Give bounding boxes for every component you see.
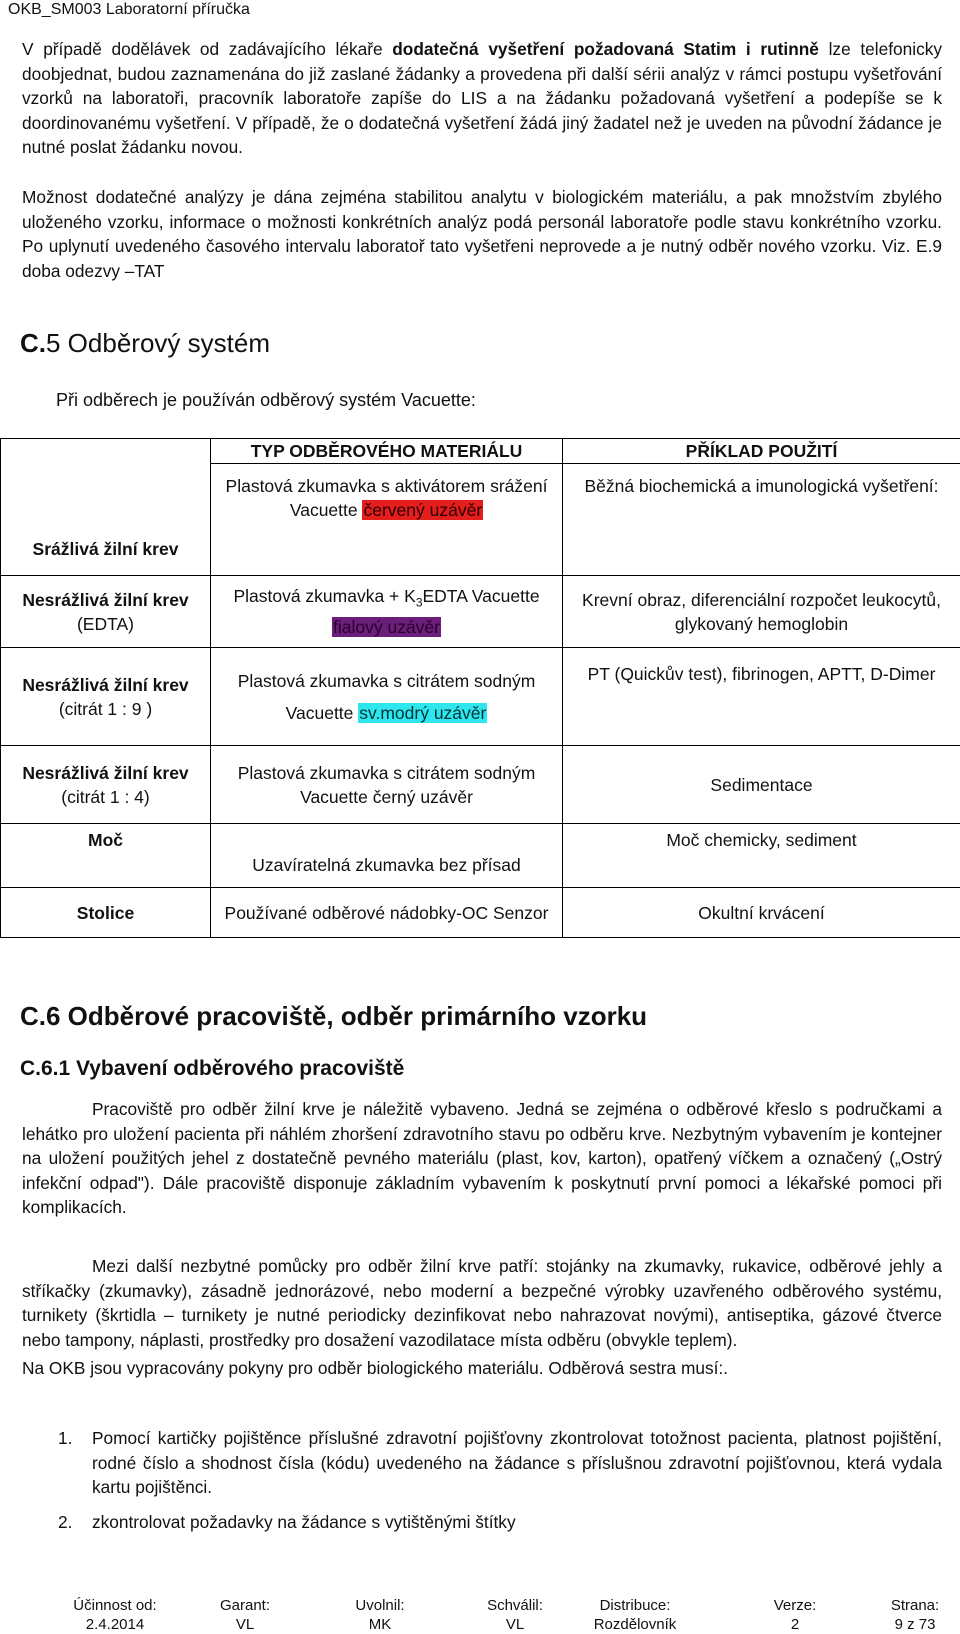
use-cell: Sedimentace [563,746,960,824]
label-bold: Nesrážlivá žilní krev [22,675,188,695]
footer-label: Strana: [875,1596,955,1615]
table-header-row [1,439,960,464]
material-cell: Uzavíratelná zkumavka bez přísad [211,824,563,888]
footer-label: Uvolnil: [340,1596,420,1615]
material-line [217,701,556,725]
paragraph-analysis-possibility: Možnost dodatečné analýzy je dána zejména stabilitou analytu v biologickém materiálu, a pak množstvím zbylého uloženého vzorku, informace o možnosti konkrétních analýz podá personál laboratoře podle stavu konkrétního vzorku. Po uplynutí uvedeného časového intervalu laboratoř tato vyšetřeni neprovede a je nutný odběr nového vzorku. Viz. E.9 doba odezvy –TAT [22,185,942,283]
red-cap-highlight: červený uzávěr [362,500,483,520]
section-heading-c61 [20,1057,404,1081]
footer-value: MK [340,1615,420,1634]
collection-system-table [0,438,960,938]
use-cell: PT (Quickův test), fibrinogen, APTT, D-Dimer [563,648,960,746]
section-heading-c5 [20,328,270,359]
table-row [1,576,960,648]
footer-released [340,1596,420,1634]
material-cell [211,576,563,648]
document-footer [0,1596,960,1631]
list-item-text: zkontrolovat požadavky na žádance s vytištěnými štítky [92,1512,516,1532]
paragraph-other-tools: Mezi další nezbytné pomůcky pro odběr žilní krve patří: stojánky na zkumavky, rukavice, odběrové jehly a stříkačky (zkumavky), zásadně jednorázové, nebo moderní a bezpečné výrobky uzavřeného odběrového systému, turnikety (škrtidla – turnikety je nutné periodicky dezinfikovat nebo nahrazovat novými), antiseptika, gázové čtverce nebo tampony, náplasti, prostředky pro dosažení vazodilatace místa odběru (obvykle teplem). [22,1254,942,1352]
section-c61-number: C. [20,1057,41,1080]
section-c6-number: C. [20,1001,46,1031]
instruction-list [58,1426,942,1534]
table-row [1,824,960,888]
material-text: Vacuette [286,703,359,723]
footer-guarantor [205,1596,285,1634]
material-cell: Používané odběrové nádobky-OC Senzor [211,888,563,938]
subscript: 3 [416,596,423,610]
use-cell: Krevní obraz, diferenciální rozpočet leukocytů, glykovaný hemoglobin [563,576,960,648]
light-blue-prefix: sv. [359,703,380,723]
material-text: Plastová zkumavka s citrátem sodným [217,669,556,693]
use-cell: Okultní krvácení [563,888,960,938]
footer-label: Distribuce: [580,1596,690,1615]
column-header-use: PŘÍKLAD POUŽITÍ [563,439,960,464]
para1-bold: dodatečná vyšetření požadovaná Statim i rutinně [392,39,819,59]
use-cell: Běžná biochemická a imunologická vyšetření: [563,464,960,576]
footer-effective [60,1596,170,1634]
footer-label: Schválil: [470,1596,560,1615]
paragraph-additional-tests [22,37,942,160]
intro-vacuette: Při odběrech je používán odběrový systém Vacuette: [56,390,476,411]
footer-label: Garant: [205,1596,285,1615]
table-row [1,888,960,938]
section-c61-title: 6.1 Vybavení odběrového pracoviště [41,1057,404,1080]
list-item [58,1510,942,1535]
footer-label: Účinnost od: [60,1596,170,1615]
table-row-label [1,648,211,746]
list-item-text: Pomocí kartičky pojištěnce příslušné zdravotní pojišťovny zkontrolovat totožnost pacienta, platnost pojištění, rodné číslo a shodnost čísla (kódu) uvedeného na žádance s příslušnou zdravotní pojišťovnou, která vydala kartu pojištěnci. [92,1428,942,1497]
footer-page [875,1596,955,1634]
footer-value: 2.4.2014 [60,1615,170,1634]
para1-rest: lze telefonicky doobjednat, budou zaznamenána do již zaslané žádanky a provedena při další sérii analýz v rámci postupu vyšetřování vzorků na laboratoři, pracovník laboratoře zapíše do LIS a na žádanku požadovaná vyšetření a podepíše se k doordinovanému vyšetření. V případě, že o dodatečná vyšetření žádá jiný žadatel než je uveden na původní žádance je nutné poslat žádanku novou. [22,39,942,157]
light-blue-cap-highlight [358,703,487,723]
footer-value: VL [205,1615,285,1634]
footer-label: Verze: [760,1596,830,1615]
paragraph-equipment: Pracoviště pro odběr žilní krve je náležitě vybaveno. Jedná se zejména o odběrové křeslo s područkami a lehátko pro uložení pacienta při náhlém zhoršení zdravotního stavu po odběru krve. Nezbytným vybavením je kontejner na uložení použitých jehel z dostatečně pevného materiálu (plast, kov, karton), opatřený víčkem a označený („Ostrý infekční odpad"). Dále pracoviště disponuje základním vybavením k poskytnutí první pomoci a lékařské pomoci při komplikacích. [22,1097,942,1220]
light-blue-rest: modrý uzávěr [380,703,486,723]
footer-value: VL [470,1615,560,1634]
use-cell: Moč chemicky, sediment [563,824,960,888]
material-cell [211,648,563,746]
document-header-title: OKB_SM003 Laboratorní příručka [8,0,250,20]
section-heading-c6 [20,1001,647,1032]
footer-value: 2 [760,1615,830,1634]
table-row-label [1,576,211,648]
list-item-number: 1. [58,1426,72,1451]
list-item [58,1426,942,1500]
table-row-label: Moč [1,824,211,888]
table-row-label [1,746,211,824]
footer-value: 9 z 73 [875,1615,955,1634]
column-header-material: TYP ODBĚROVÉHO MATERIÁLU [211,439,563,464]
material-cell: Plastová zkumavka s citrátem sodným Vacuette černý uzávěr [211,746,563,824]
label-normal: (citrát 1 : 9 ) [59,699,152,719]
label-normal: (EDTA) [77,614,134,634]
table-row-label: Srážlivá žilní krev [1,439,211,576]
paragraph-instructions: Na OKB jsou vypracovány pokyny pro odběr biologického materiálu. Odběrová sestra musí:. [22,1356,942,1381]
table-row [1,746,960,824]
label-bold: Nesrážlivá žilní krev [22,763,188,783]
table-row [1,648,960,746]
material-text: Plastová zkumavka + K [233,586,415,606]
table-row-label: Stolice [1,888,211,938]
section-c5-number: C. [20,328,46,358]
footer-approved [470,1596,560,1634]
label-bold: Nesrážlivá žilní krev [22,590,188,610]
material-text: Plastová zkumavka s aktivátorem srážení Vacuette [226,476,548,520]
label-normal: (citrát 1 : 4) [61,787,150,807]
material-text: EDTA Vacuette [423,586,540,606]
footer-distribution [580,1596,690,1634]
material-cell [211,464,563,576]
para1-start: V případě dodělávek od zadávajícího lékaře [22,39,392,59]
section-c5-title: 5 Odběrový systém [46,328,270,358]
section-c6-title: 6 Odběrové pracoviště, odběr primárního vzorku [46,1001,647,1031]
footer-value: Rozdělovník [580,1615,690,1634]
purple-cap-highlight: fialový uzávěr [332,617,441,637]
list-item-number: 2. [58,1510,72,1535]
footer-version [760,1596,830,1634]
